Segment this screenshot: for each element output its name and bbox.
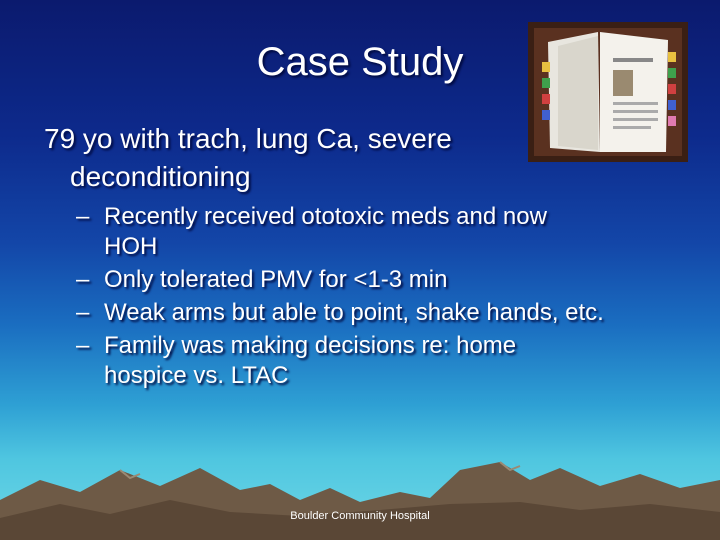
sub-bullet [76, 331, 706, 391]
mountain-range-icon [0, 440, 720, 540]
sub-bullet-text: Recently received ototoxic meds and now [104, 203, 547, 230]
dash-marker: – [76, 266, 90, 293]
footer-text: Boulder Community Hospital [290, 510, 430, 522]
sub-bullet [76, 298, 706, 328]
sub-bullet [76, 265, 706, 295]
sub-bullet [76, 202, 706, 262]
sub-bullet-text: Family was making decisions re: home [104, 332, 517, 359]
sub-bullet-text: Weak arms but able to point, shake hands, etc. [104, 299, 604, 326]
dash-marker: – [76, 332, 90, 359]
dash-marker: – [76, 203, 90, 230]
dash-marker: – [76, 299, 90, 326]
sub-bullet-text: Only tolerated PMV for <1-3 min [104, 266, 448, 293]
main-bullet-line-2: deconditioning [70, 161, 251, 192]
sub-bullet-text: hospice vs. LTAC [104, 362, 289, 389]
sub-bullet-list [76, 202, 706, 394]
slide-title: Case Study [256, 40, 464, 84]
main-bullet [44, 120, 514, 196]
main-bullet-line-1: 79 yo with trach, lung Ca, severe [44, 123, 452, 154]
binder-photo-icon [528, 22, 688, 162]
sub-bullet-text: HOH [104, 233, 158, 260]
